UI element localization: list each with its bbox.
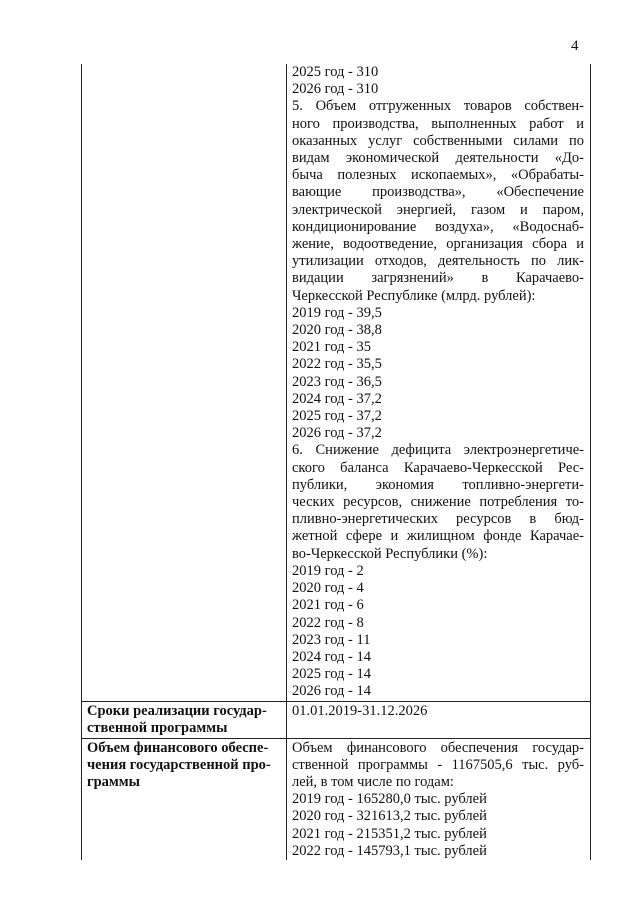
finance-label-line: чения государственной про-: [87, 756, 271, 773]
indicators-cell: [287, 64, 591, 701]
text-line: 2019 год - 165280,0 тыс. рублей: [292, 791, 487, 808]
text-line: 2026 год - 37,2: [292, 425, 382, 442]
period-label-line: ственной программы: [87, 719, 228, 736]
finance-label: [82, 738, 287, 860]
text-line: 5. Объем отгруженных товаров собствен-: [292, 98, 584, 115]
text-line: 2022 год - 145793,1 тыс. рублей: [292, 842, 487, 859]
text-line: жетной сфере и жилищном фонде Карачае-: [292, 528, 584, 545]
finance-text: [292, 740, 584, 860]
text-line: вающие производства», «Обеспечение: [292, 184, 584, 201]
text-line: 2019 год - 39,5: [292, 304, 382, 321]
text-line: во-Черкесской Республики (%):: [292, 545, 488, 562]
text-line: 2026 год - 14: [292, 683, 371, 700]
program-passport-table: [81, 64, 591, 860]
text-line: 2023 год - 11: [292, 631, 371, 648]
text-line: кондиционирование воздуха», «Водоснаб-: [292, 218, 584, 235]
table-row-indicators: [82, 64, 591, 701]
text-line: электрической энергией, газом и паром,: [292, 201, 584, 218]
text-line: ственной программы - 1167505,6 тыс. руб-: [292, 756, 584, 773]
period-label: [82, 701, 287, 738]
text-line: 2021 год - 215351,2 тыс. рублей: [292, 825, 487, 842]
text-line: 2020 год - 321613,2 тыс. рублей: [292, 808, 487, 825]
text-line: 2024 год - 37,2: [292, 390, 382, 407]
text-line: 2020 год - 4: [292, 580, 364, 597]
text-line: пливно-энергетических ресурсов в бюд-: [292, 511, 584, 528]
finance-label-line: Объем финансового обеспе-: [87, 739, 269, 756]
period-label-line: Сроки реализации государ-: [87, 702, 267, 719]
text-line: лей, в том числе по годам:: [292, 773, 454, 790]
page-number: 4: [571, 38, 579, 54]
text-line: 2020 год - 38,8: [292, 322, 382, 339]
text-line: 2022 год - 8: [292, 614, 364, 631]
text-line: быча полезных ископаемых», «Обрабаты-: [292, 167, 584, 184]
text-line: ческих ресурсов, снижение потребления то-: [292, 494, 584, 511]
table-row-finance: [82, 738, 591, 860]
text-line: 2024 год - 14: [292, 648, 371, 665]
text-line: 6. Снижение дефицита электроэнергетиче-: [292, 442, 584, 459]
text-line: Черкесской Республике (млрд. рублей):: [292, 287, 536, 304]
finance-value-cell: [287, 738, 591, 860]
text-line: 2021 год - 6: [292, 597, 364, 614]
text-line: видации загрязнений» в Карачаево-: [292, 270, 584, 287]
text-line: 2025 год - 310: [292, 64, 379, 80]
text-line: оказанных услуг собственными силами по: [292, 132, 584, 149]
text-line: 2023 год - 36,5: [292, 373, 382, 390]
empty-label-cell: [82, 64, 287, 701]
text-line: 2025 год - 14: [292, 666, 371, 683]
text-line: публики, экономия топливно-энергети-: [292, 476, 584, 493]
period-value: 01.01.2019-31.12.2026: [292, 702, 428, 719]
text-line: ного производства, выполненных работ и: [292, 115, 584, 132]
finance-label-line: граммы: [87, 773, 140, 790]
text-line: ского баланса Карачаево-Черкесской Рес-: [292, 459, 584, 476]
text-line: утилизации отходов, деятельность по лик-: [292, 253, 584, 270]
text-line: жение, водоотведение, организация сбора и: [292, 236, 584, 253]
text-line: видам экономической деятельности «До-: [292, 150, 584, 167]
indicators-text: [292, 64, 584, 701]
text-line: 2025 год - 37,2: [292, 408, 382, 425]
table-row-period: [82, 701, 591, 738]
text-line: 2019 год - 2: [292, 562, 364, 579]
text-line: 2022 год - 35,5: [292, 356, 382, 373]
period-value-cell: [287, 701, 591, 738]
text-line: Объем финансового обеспечения государ-: [292, 739, 584, 756]
text-line: 2021 год - 35: [292, 339, 371, 356]
text-line: 2026 год - 310: [292, 81, 379, 98]
